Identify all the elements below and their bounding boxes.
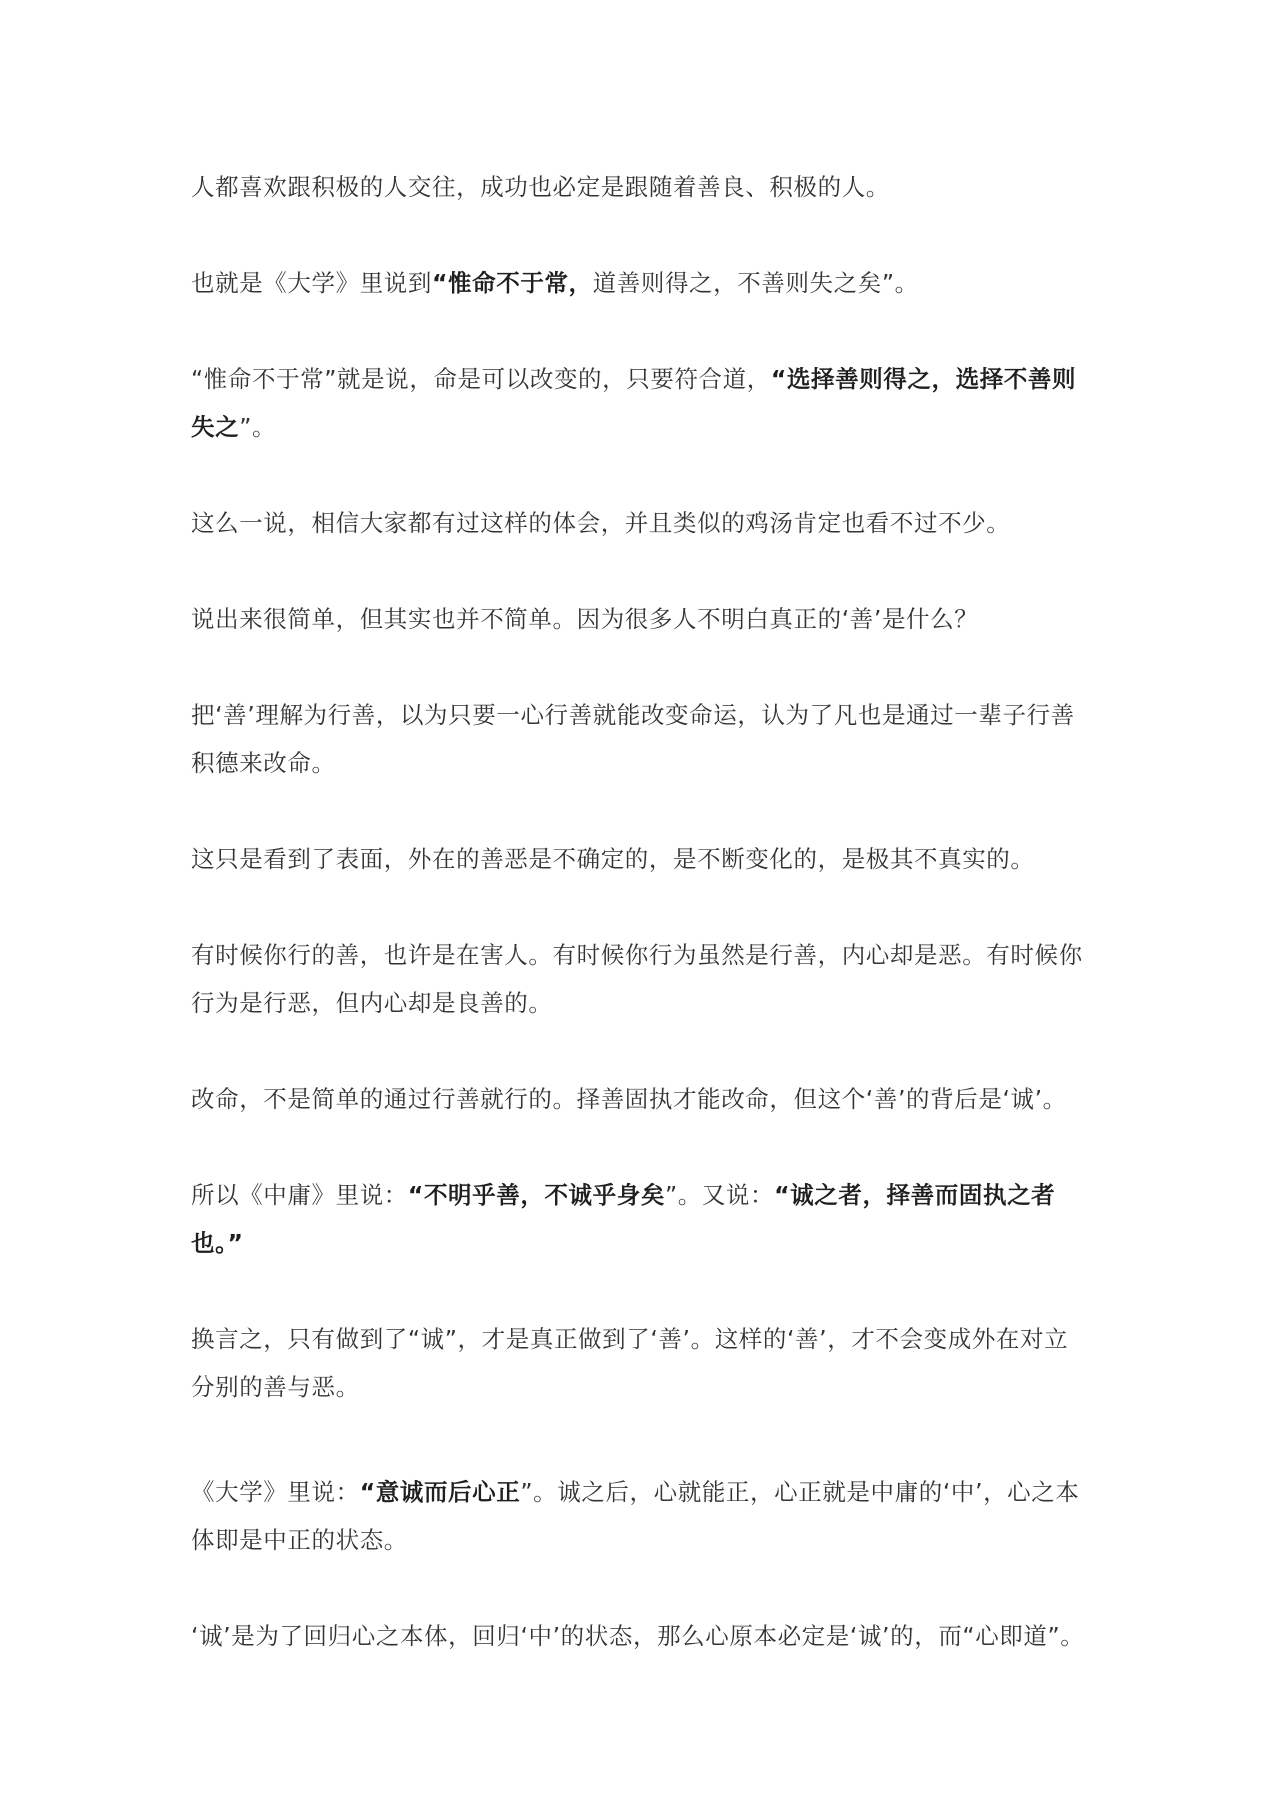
paragraph [191, 1468, 1091, 1564]
paragraph [191, 259, 1091, 307]
text-run: 人都喜欢跟积极的人交往，成功也必定是跟随着善良、积极的人。 [191, 173, 890, 201]
text-run: ”。又说： [664, 1181, 775, 1209]
paragraph [191, 691, 1091, 787]
bold-text-run: “诚之者，择善而固执之者也。” [191, 1181, 1056, 1257]
text-run: ‘诚’是为了回归心之本体，回归‘中’的状态，那么心原本必定是‘诚’的，而“心即道”。 [191, 1622, 1085, 1650]
paragraph [191, 1075, 1091, 1123]
text-run: ”。诚之后，心就能正，心正就是中庸的‘中’，心之本体即是中正的状态。 [191, 1478, 1080, 1554]
text-run: 有时候你行的善，也许是在害人。有时候你行为虽然是行善，内心却是恶。有时候你行为是行恶，但内心却是良善的。 [191, 941, 1083, 1017]
paragraph [191, 835, 1091, 883]
paragraph [191, 595, 1091, 643]
paragraph [191, 499, 1091, 547]
paragraph [191, 1171, 1091, 1267]
text-run: 这只是看到了表面，外在的善恶是不确定的，是不断变化的，是极其不真实的。 [191, 845, 1035, 873]
text-run: 这么一说，相信大家都有过这样的体会，并且类似的鸡汤肯定也看不过不少。 [191, 509, 1011, 537]
text-run: 也就是《大学》里说到 [191, 269, 432, 297]
text-run: 所以《中庸》里说： [191, 1181, 408, 1209]
bold-text-run: “选择善则得之，选择不善则失之 [191, 365, 1077, 441]
text-run: 《大学》里说： [191, 1478, 360, 1506]
paragraph [191, 163, 1091, 211]
article-body [191, 163, 1091, 1708]
paragraph [191, 1612, 1091, 1660]
text-run: ”。 [239, 413, 277, 441]
text-run: 把‘善’理解为行善，以为只要一心行善就能改变命运，认为了凡也是通过一辈子行善积德来改命。 [191, 701, 1075, 777]
paragraph [191, 355, 1091, 451]
text-run: 说出来很简单，但其实也并不简单。因为很多人不明白真正的‘善’是什么？ [191, 605, 979, 633]
paragraph [191, 1315, 1091, 1411]
text-run: 道善则得之，不善则失之矣”。 [592, 269, 919, 297]
bold-text-run: “不明乎善，不诚乎身矣 [407, 1181, 665, 1209]
paragraph [191, 931, 1091, 1027]
text-run: “惟命不于常”就是说，命是可以改变的，只要符合道， [191, 365, 771, 393]
bold-text-run: “意诚而后心正 [359, 1478, 521, 1506]
text-run: 改命，不是简单的通过行善就行的。择善固执才能改命，但这个‘善’的背后是‘诚’。 [191, 1085, 1067, 1113]
bold-text-run: “惟命不于常， [432, 269, 593, 297]
text-run: 换言之，只有做到了“诚”，才是真正做到了‘善’。这样的‘善’，才不会变成外在对立分别的善与恶。 [191, 1325, 1069, 1401]
